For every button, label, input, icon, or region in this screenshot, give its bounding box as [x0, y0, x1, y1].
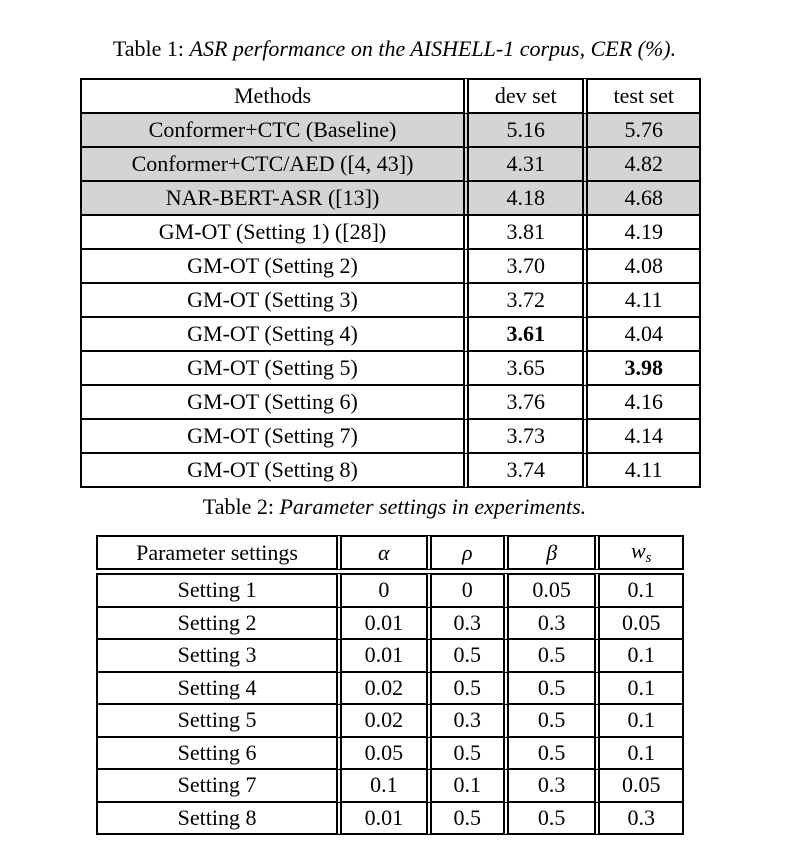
rho-cell: 0.5	[426, 640, 503, 673]
table-row	[80, 114, 701, 148]
table-row	[80, 454, 701, 488]
rho-cell: 0.3	[426, 705, 503, 738]
test-cell: 4.08	[582, 250, 701, 284]
beta-cell: 0.3	[503, 608, 595, 641]
alpha-cell: 0.02	[336, 673, 426, 706]
dev-cell: 3.74	[463, 454, 583, 488]
ws-cell: 0.1	[594, 705, 684, 738]
dev-cell: 3.81	[463, 214, 583, 250]
setting-name-cell: Setting 7	[96, 770, 336, 803]
beta-cell: 0.05	[503, 573, 595, 608]
test-cell: 4.68	[582, 182, 701, 216]
table2-header-row	[96, 535, 684, 570]
table1-baselines	[80, 78, 701, 216]
method-cell: GM-OT (Setting 2)	[80, 250, 463, 284]
rho-cell: 0.3	[426, 608, 503, 641]
ws-cell: 0.05	[594, 770, 684, 803]
dev-cell: 4.18	[463, 182, 582, 216]
table-row	[96, 738, 684, 771]
table-row	[80, 148, 701, 182]
table-row	[80, 250, 701, 284]
test-cell: 5.76	[582, 114, 701, 148]
beta-cell: 0.5	[503, 803, 595, 836]
ws-cell: 0.1	[594, 738, 684, 771]
dev-cell: 3.76	[463, 386, 583, 420]
table-row	[96, 770, 684, 803]
setting-name-cell: Setting 2	[96, 608, 336, 641]
test-cell: 4.16	[582, 386, 701, 420]
ws-cell: 0.1	[594, 573, 684, 608]
table2-caption	[0, 494, 789, 520]
alpha-cell: 0.01	[336, 608, 426, 641]
table1-proposed	[80, 214, 701, 488]
setting-name-cell: Setting 8	[96, 803, 336, 836]
beta-cell: 0.5	[503, 705, 595, 738]
ws-cell: 0.3	[594, 803, 684, 836]
test-cell-best: 3.98	[582, 352, 701, 386]
alpha-cell: 0.01	[336, 803, 426, 836]
alpha-cell: 0.1	[336, 770, 426, 803]
table-row	[96, 608, 684, 641]
header-ws	[594, 535, 684, 570]
method-cell: GM-OT (Setting 7)	[80, 420, 463, 454]
table-row	[96, 705, 684, 738]
setting-name-cell: Setting 4	[96, 673, 336, 706]
table-row	[96, 803, 684, 836]
setting-name-cell: Setting 1	[96, 573, 336, 608]
alpha-cell: 0.02	[336, 705, 426, 738]
method-cell: GM-OT (Setting 1) ([28])	[80, 214, 463, 250]
table1-caption-label: Table 1:	[112, 36, 185, 61]
table2-body	[96, 573, 684, 835]
beta-cell: 0.5	[503, 673, 595, 706]
table-row	[96, 640, 684, 673]
beta-cell: 0.5	[503, 640, 595, 673]
table-row	[96, 673, 684, 706]
ws-cell: 0.1	[594, 673, 684, 706]
table2-caption-label: Table 2:	[202, 494, 274, 519]
table-row	[80, 284, 701, 318]
setting-name-cell: Setting 6	[96, 738, 336, 771]
ws-cell: 0.05	[594, 608, 684, 641]
method-cell: GM-OT (Setting 8)	[80, 454, 463, 488]
test-cell: 4.19	[582, 214, 701, 250]
table2-header	[96, 535, 684, 570]
table-row	[80, 182, 701, 216]
header-methods: Methods	[80, 78, 463, 114]
method-cell: GM-OT (Setting 6)	[80, 386, 463, 420]
rho-cell: 0.1	[426, 770, 503, 803]
beta-cell: 0.3	[503, 770, 595, 803]
method-cell: GM-OT (Setting 4)	[80, 318, 463, 352]
method-cell: NAR-BERT-ASR ([13])	[80, 182, 463, 216]
header-rho: ρ	[426, 535, 503, 570]
header-ws-subscript: s	[645, 549, 652, 566]
header-dev-set: dev set	[463, 78, 582, 114]
header-alpha: α	[336, 535, 426, 570]
header-beta: β	[503, 535, 595, 570]
header-parameter-settings: Parameter settings	[96, 535, 336, 570]
method-cell: GM-OT (Setting 5)	[80, 352, 463, 386]
rho-cell: 0	[426, 573, 503, 608]
alpha-cell: 0.05	[336, 738, 426, 771]
rho-cell: 0.5	[426, 673, 503, 706]
dev-cell: 4.31	[463, 148, 582, 182]
dev-cell: 3.73	[463, 420, 583, 454]
table-row	[80, 352, 701, 386]
table1-header-row	[80, 78, 701, 114]
header-ws-symbol: w	[630, 537, 646, 563]
dev-cell: 5.16	[463, 114, 582, 148]
dev-cell: 3.65	[463, 352, 583, 386]
test-cell: 4.04	[582, 318, 701, 352]
method-cell: Conformer+CTC/AED ([4, 43])	[80, 148, 463, 182]
table-row	[80, 214, 701, 250]
dev-cell-best: 3.61	[463, 318, 583, 352]
rho-cell: 0.5	[426, 803, 503, 836]
header-test-set: test set	[582, 78, 701, 114]
test-cell: 4.82	[582, 148, 701, 182]
table-row	[80, 420, 701, 454]
ws-cell: 0.1	[594, 640, 684, 673]
setting-name-cell: Setting 3	[96, 640, 336, 673]
setting-name-cell: Setting 5	[96, 705, 336, 738]
rho-cell: 0.5	[426, 738, 503, 771]
dev-cell: 3.72	[463, 284, 583, 318]
method-cell: GM-OT (Setting 3)	[80, 284, 463, 318]
dev-cell: 3.70	[463, 250, 583, 284]
alpha-cell: 0	[336, 573, 426, 608]
table-row	[80, 386, 701, 420]
table-row	[96, 573, 684, 608]
table1-caption-text: ASR performance on the AISHELL-1 corpus, CER (%).	[189, 36, 677, 61]
test-cell: 4.14	[582, 420, 701, 454]
table1-caption	[0, 36, 789, 62]
table-row	[80, 318, 701, 352]
test-cell: 4.11	[582, 284, 701, 318]
alpha-cell: 0.01	[336, 640, 426, 673]
table2-caption-text: Parameter settings in experiments.	[279, 494, 587, 519]
test-cell: 4.11	[582, 454, 701, 488]
beta-cell: 0.5	[503, 738, 595, 771]
method-cell: Conformer+CTC (Baseline)	[80, 114, 463, 148]
